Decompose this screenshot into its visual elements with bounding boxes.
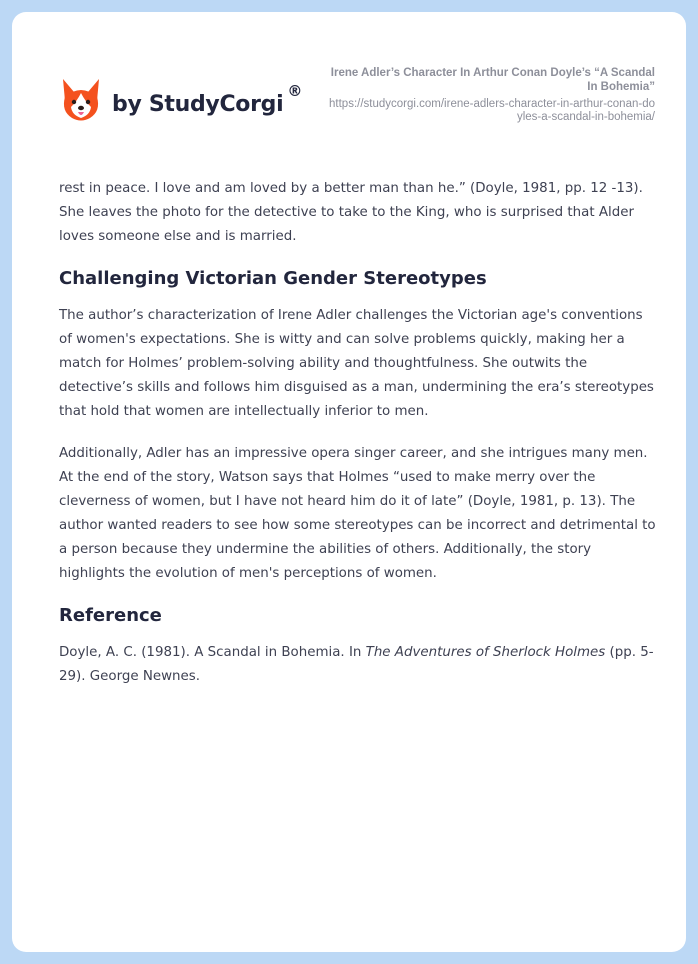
reference-entry-text: Doyle, A. C. (1981). A Scandal in Bohemia. In (59, 645, 366, 660)
document-page (12, 12, 686, 952)
reference-entry-text: (pp. 5-29). George Newnes. (59, 645, 654, 684)
studycorgi-logo[interactable] (60, 76, 302, 124)
section-heading: Challenging Victorian Gender Stereotypes (59, 268, 487, 289)
corgi-logo-icon (60, 77, 102, 123)
reference-heading: Reference (59, 605, 162, 626)
page-header (12, 12, 686, 152)
document-title: Irene Adler’s Character In Arthur Conan Doyle’s “A Scandal In Bohemia” (330, 67, 655, 93)
body-paragraph: The author’s characterization of Irene Adler challenges the Victorian age's conventions of women's expectations. She is witty and can solve problems quickly, making her a match for Holmes’ problem-solving ability and thoughtfulness. She outwits the detective’s skills and follows him disguised as a man, undermining the era’s stereotypes that hold that women are intellectually inferior to men. (59, 308, 654, 419)
intro-paragraph: rest in peace. I love and am loved by a better man than he.” (Doyle, 1981, pp. 12 -13). She leaves the photo for the detective to take to the King, who is surprised that Alder loves someone else and is married. (59, 181, 643, 244)
document-body (59, 177, 659, 707)
reference-book-title: The Adventures of Sherlock Holmes (365, 645, 606, 660)
document-url[interactable]: https://studycorgi.com/irene-adlers-character-in-arthur-conan-doyles-a-scandal-in-bohemia/ (329, 98, 655, 123)
body-paragraph: Additionally, Adler has an impressive opera singer career, and she intrigues many men. At the end of the story, Watson says that Holmes “used to make merry over the cleverness of women, but I have not heard him do it of late” (Doyle, 1981, p. 13). The author wanted readers to see how some stereotypes can be incorrect and detrimental to a person because they undermine the abilities of others. Additionally, the story highlights the evolution of men's perceptions of women. (59, 446, 656, 581)
document-meta (325, 66, 655, 124)
logo-wordmark: by StudyCorgi (112, 91, 284, 117)
reference-entry (59, 641, 659, 689)
registered-mark: ® (287, 82, 303, 100)
